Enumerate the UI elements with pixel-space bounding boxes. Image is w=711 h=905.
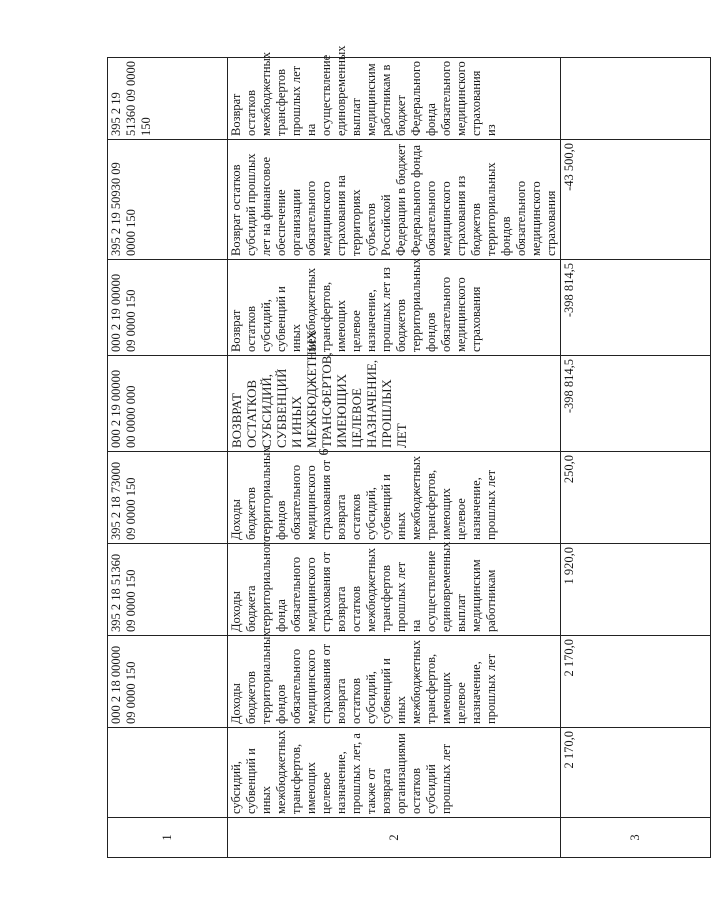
amount-cell xyxy=(561,58,711,140)
table-field-row-code xyxy=(108,58,228,858)
amount-cell: -43 500,0 xyxy=(561,140,711,260)
amount-cell: -398 814,5 xyxy=(561,356,711,452)
budget-table xyxy=(107,45,711,858)
amount-cell: -398 814,5 xyxy=(561,260,711,356)
column-header: 2 xyxy=(228,818,561,858)
name-cell: Возврат остатков субсидий, субвенций и иных межбюджетных трансфертов, имеющих целевое назначение, прошлых лет из бюджетов территориальных фондов обязательного медицинского страхования xyxy=(228,260,561,356)
code-cell: 000 2 19 00000 09 0000 150 xyxy=(108,260,228,356)
name-cell: субсидий, субвенций и иных межбюджетных трансфертов, имеющих целевое назначение, прошлых лет, а также от возврата организациями остатков субсидий прошлых лет xyxy=(228,728,561,818)
code-cell: 395 2 19 50930 09 0000 150 xyxy=(108,140,228,260)
code-cell xyxy=(108,728,228,818)
name-cell: Доходы бюджета территориального фонда обязательного медицинского страхования от возврата остатков межбюджетных трансфертов прошлых лет на осуществление единовременных выплат медицинским работникам xyxy=(228,544,561,636)
code-cell: 395 2 19 51360 09 0000 150 xyxy=(108,58,228,140)
code-cell: 395 2 18 73000 09 0000 150 xyxy=(108,452,228,544)
column-header: 3 xyxy=(561,818,711,858)
name-cell: Возврат остатков субсидий прошлых лет на финансовое обеспечение организации обязательного медицинского страхования на территориях субъектов Российской Федерации в бюджет Федерального фонда обязательного медицинского страхования из бюджетов территориальных фондов обязательного медицинского страхования xyxy=(228,140,561,260)
name-cell: Доходы бюджетов территориальных фондов обязательного медицинского страхования от возврата остатков субсидий, субвенций и иных межбюджетных трансфертов, имеющих целевое назначение, прошлых лет xyxy=(228,636,561,728)
column-header: 1 xyxy=(108,818,228,858)
page-number: 9 xyxy=(315,448,330,456)
name-cell: ВОЗВРАТ ОСТАТКОВ СУБСИДИЙ, СУБВЕНЦИЙ И ИНЫХ МЕЖБЮДЖЕТНЫХ ТРАНСФЕРТОВ, ИМЕЮЩИХ ЦЕЛЕВОЕ НАЗНАЧЕНИЕ, ПРОШЛЫХ ЛЕТ xyxy=(228,356,561,452)
name-cell: Доходы бюджетов территориальных фондов обязательного медицинского страхования от возврата остатков субсидий, субвенций и иных межбюджетных трансфертов, имеющих целевое назначение, прошлых лет xyxy=(228,452,561,544)
name-cell: Возврат остатков межбюджетных трансфертов прошлых лет на осуществление единовременных выплат медицинским работникам в бюджет Федерального фонда обязательного медицинского страхования из xyxy=(228,58,561,140)
amount-cell: 250,0 xyxy=(561,452,711,544)
code-cell: 000 2 18 00000 09 0000 150 xyxy=(108,636,228,728)
table-field-row-name xyxy=(228,58,561,858)
amount-cell: 2 170,0 xyxy=(561,636,711,728)
rotated-document xyxy=(107,45,642,858)
table-field-row-amount xyxy=(561,58,711,858)
amount-cell: 1 920,0 xyxy=(561,544,711,636)
code-cell: 395 2 18 51360 09 0000 150 xyxy=(108,544,228,636)
amount-cell: 2 170,0 xyxy=(561,728,711,818)
code-cell: 000 2 19 00000 00 0000 000 xyxy=(108,356,228,452)
